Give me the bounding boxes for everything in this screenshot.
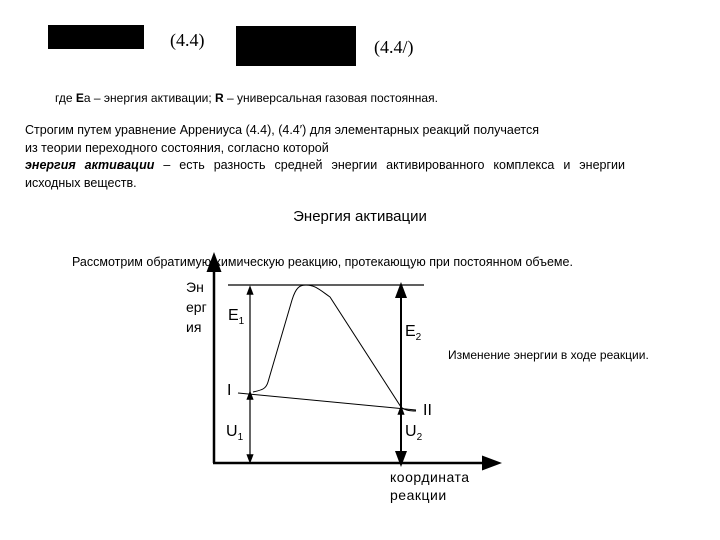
equation-number-1: (4.4) [170,30,205,50]
variables-note: где Eа – энергия активации; R – универсальная газовая постоянная. [55,91,438,105]
label-u2: $U_2$ [405,423,423,444]
y-axis-label: Эн ерг ия [186,279,207,335]
definition-text: энергия активации – есть разность средней энергии активированного комплекса и энергии исходных веществ. [25,158,625,190]
energy-curve [253,285,416,411]
r-symbol: R [215,91,224,105]
label-e1: $E_1$ [228,307,245,328]
diagram-caption: Изменение энергии в ходе реакции. [448,348,649,362]
paragraph-line-2: из теории переходного состояния, согласно которой [25,140,329,155]
paragraph-line-1: Строгим путем уравнение Аррениуса (4.4), (4.4′) для элементарных реакций получается [25,123,539,137]
label-state-2: II [423,402,432,419]
label-u1: $U_1$ [226,423,244,444]
ea-symbol: E [75,91,84,105]
label-state-1: I [227,382,232,399]
section-heading: Энергия активации [293,208,427,225]
section-intro: Рассмотрим обратимую химическую реакцию, протекающую при постоянном объеме. [72,255,573,269]
equation-number-2: (4.4/) [374,37,414,57]
defined-term: энергия активации [25,158,155,172]
state-connecting-line [238,393,416,410]
label-e2: $E_2$ [405,323,422,344]
x-axis-label: координата реакции [390,469,470,503]
